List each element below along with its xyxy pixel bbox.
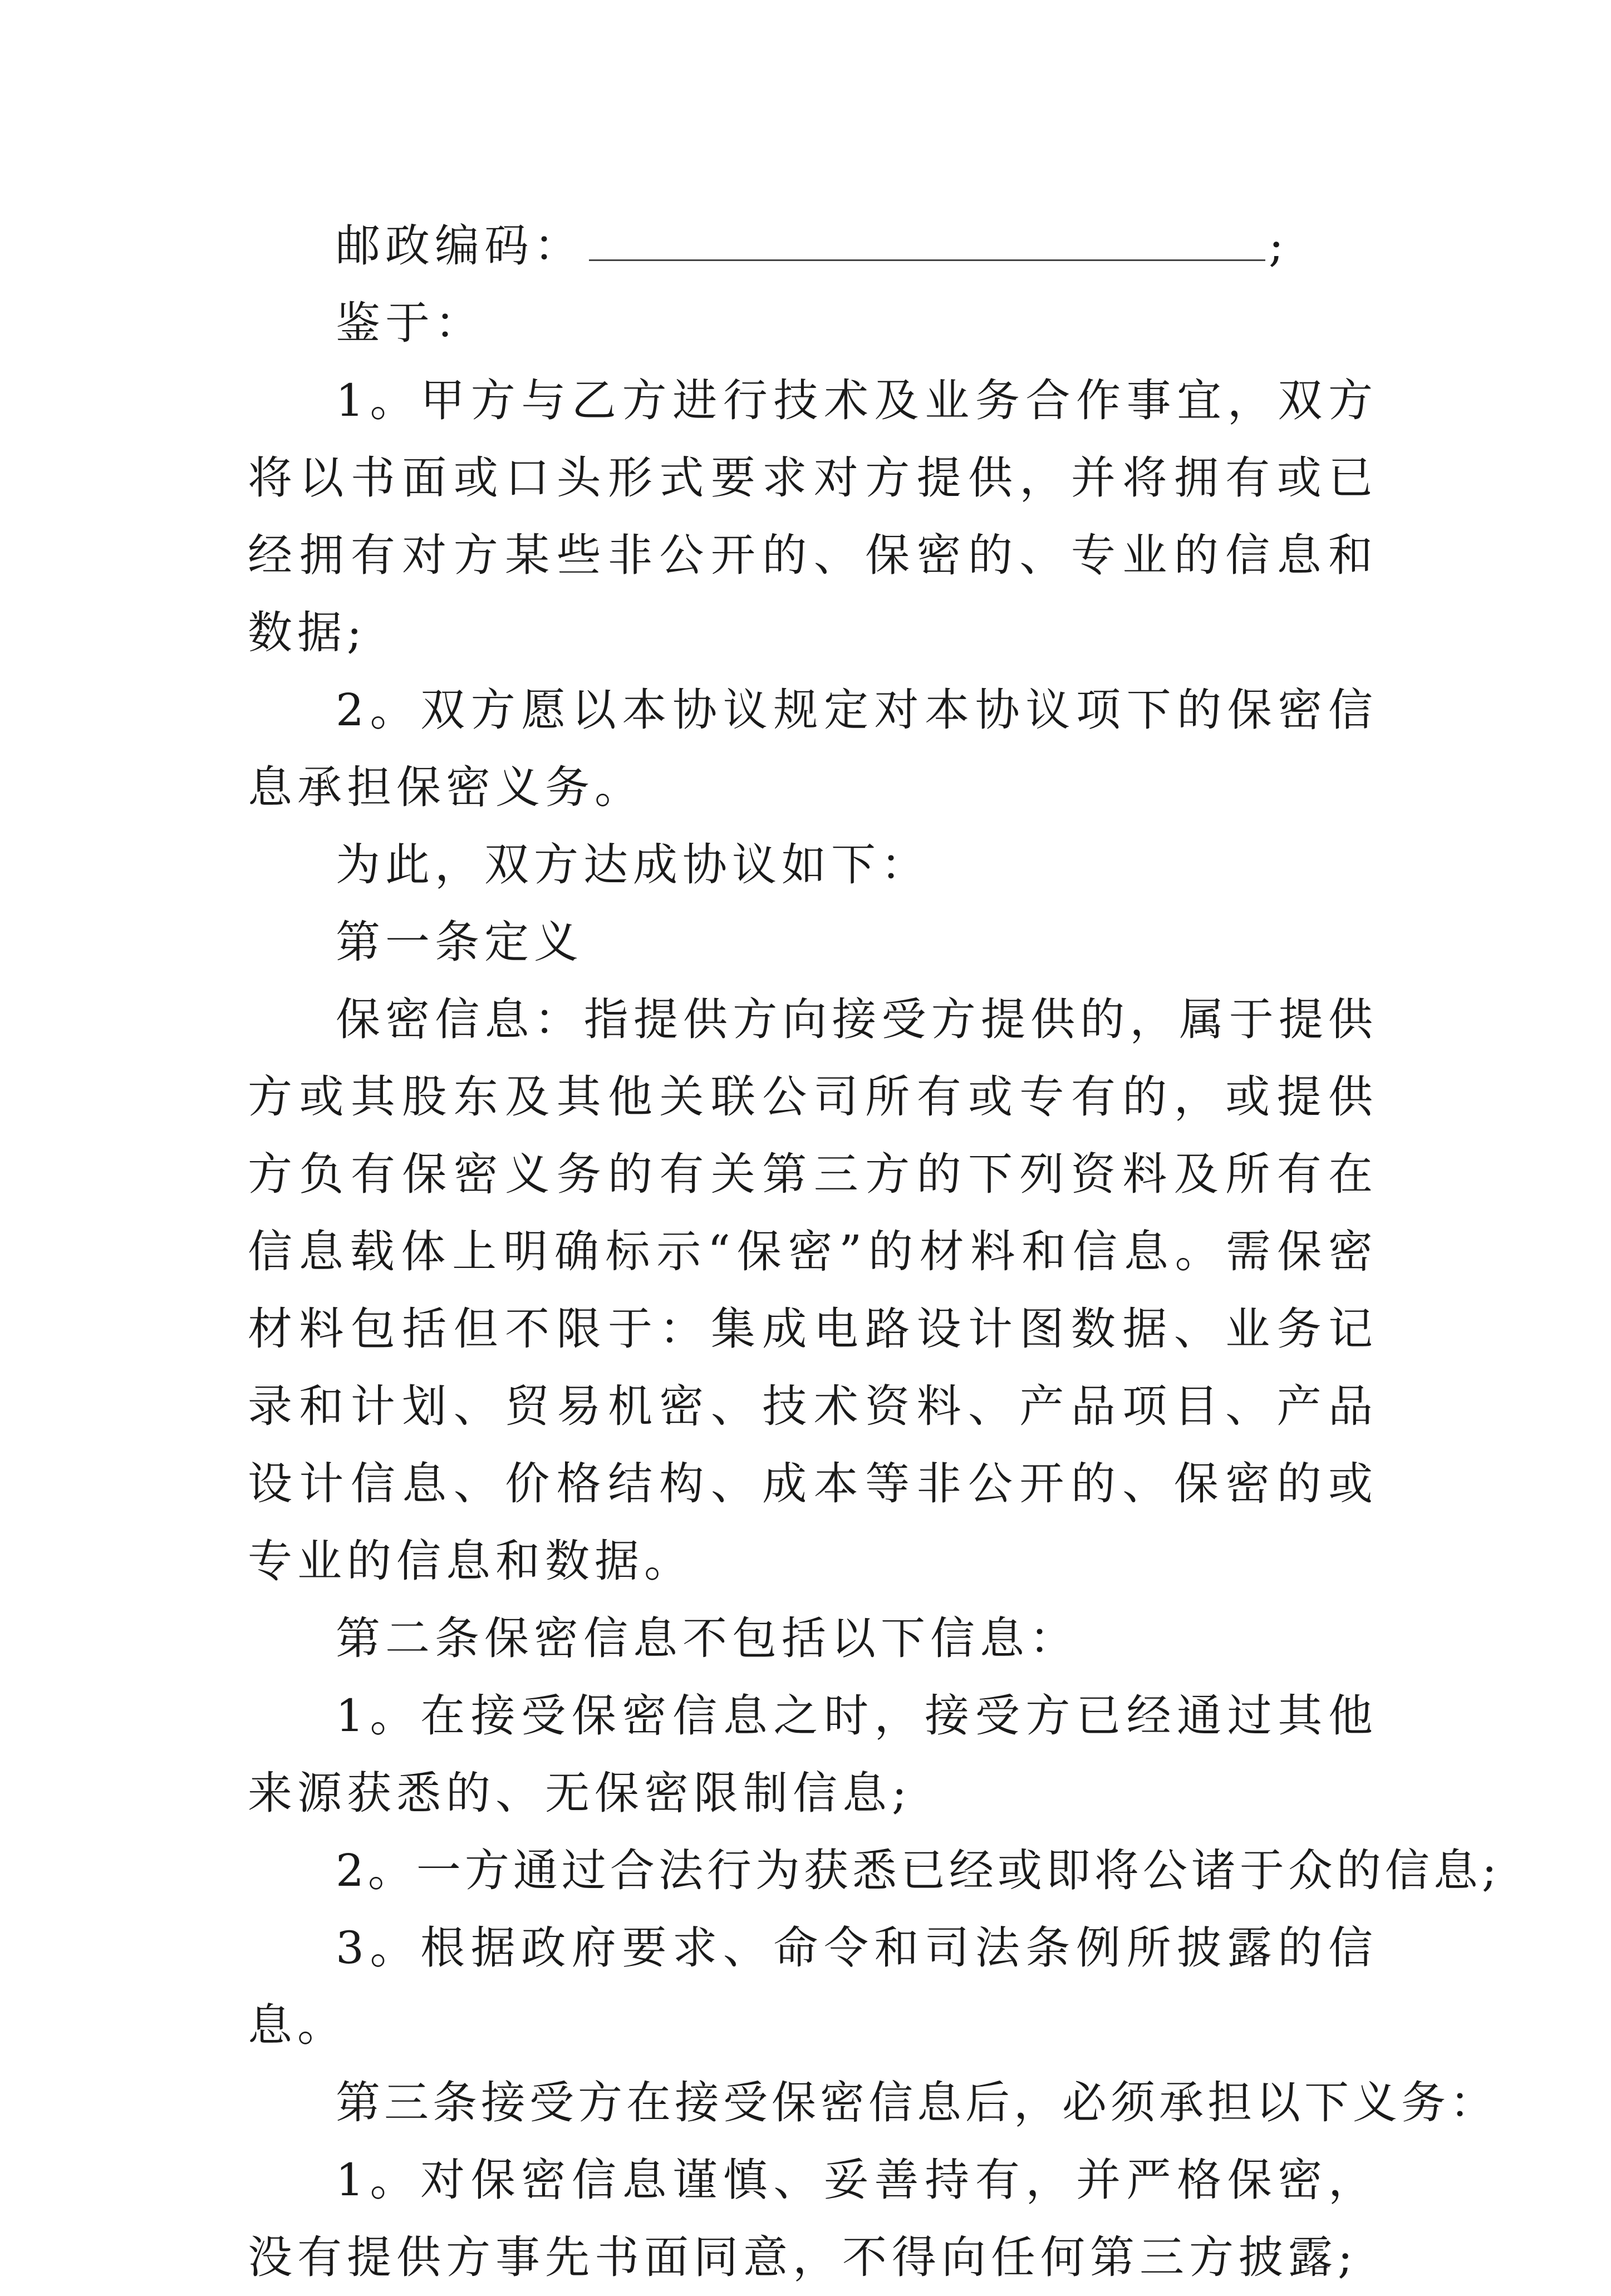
paragraph-whereas-item-2: 2。双方愿以本协议规定对本协议项下的保密信息承担保密义务。: [248, 684, 1378, 813]
paragraph-agreement-intro: 为此，双方达成协议如下：: [336, 839, 930, 891]
article-1-definition: 保密信息：指提供方向接受方提供的，属于提供方或其股东及其他关联公司所有或专有的，或提供方负有保密义务的有关第三方的下列资料及所有在信息载体上明确标示“保密”的材料和信息。需保密材料包括但不限于：集成电路设计图数据、业务记录和计划、贸易机密、技术资料、产品项目、产品设计信息、价格结构、成本等非公开的、保密的或专业的信息和数据。: [248, 994, 1378, 1587]
article-3-item-1: 1。对保密信息谨慎、妥善持有，并严格保密，没有提供方事先书面同意，不得向任何第三方披露;: [248, 2154, 1378, 2283]
postal-code-label: 邮政编码：: [336, 220, 583, 272]
postal-code-blank: [589, 226, 1265, 261]
paragraph-whereas: 鉴于：: [336, 297, 484, 349]
paragraph-whereas-item-1: 1。甲方与乙方进行技术及业务合作事宜，双方将以书面或口头形式要求对方提供，并将拥有或已经拥有对方某些非公开的、保密的、专业的信息和数据;: [248, 375, 1378, 658]
postal-code-line: [248, 207, 1378, 284]
article-2-item-2: 2。一方通过合法行为获悉已经或即将公诸于众的信息;: [336, 1845, 1501, 1896]
article-2-heading: 第二条保密信息不包括以下信息：: [336, 1612, 1079, 1664]
article-2-item-3: 3。根据政府要求、命令和司法条例所披露的信息。: [248, 1922, 1378, 2051]
article-3-heading: 第三条接受方在接受保密信息后，必须承担以下义务：: [336, 2077, 1498, 2128]
article-1-heading: 第一条定义: [336, 916, 583, 968]
postal-code-suffix: ;: [1269, 220, 1289, 272]
article-2-item-1: 1。在接受保密信息之时，接受方已经通过其他来源获悉的、无保密限制信息;: [248, 1690, 1378, 1819]
document-page: [248, 207, 1501, 2296]
